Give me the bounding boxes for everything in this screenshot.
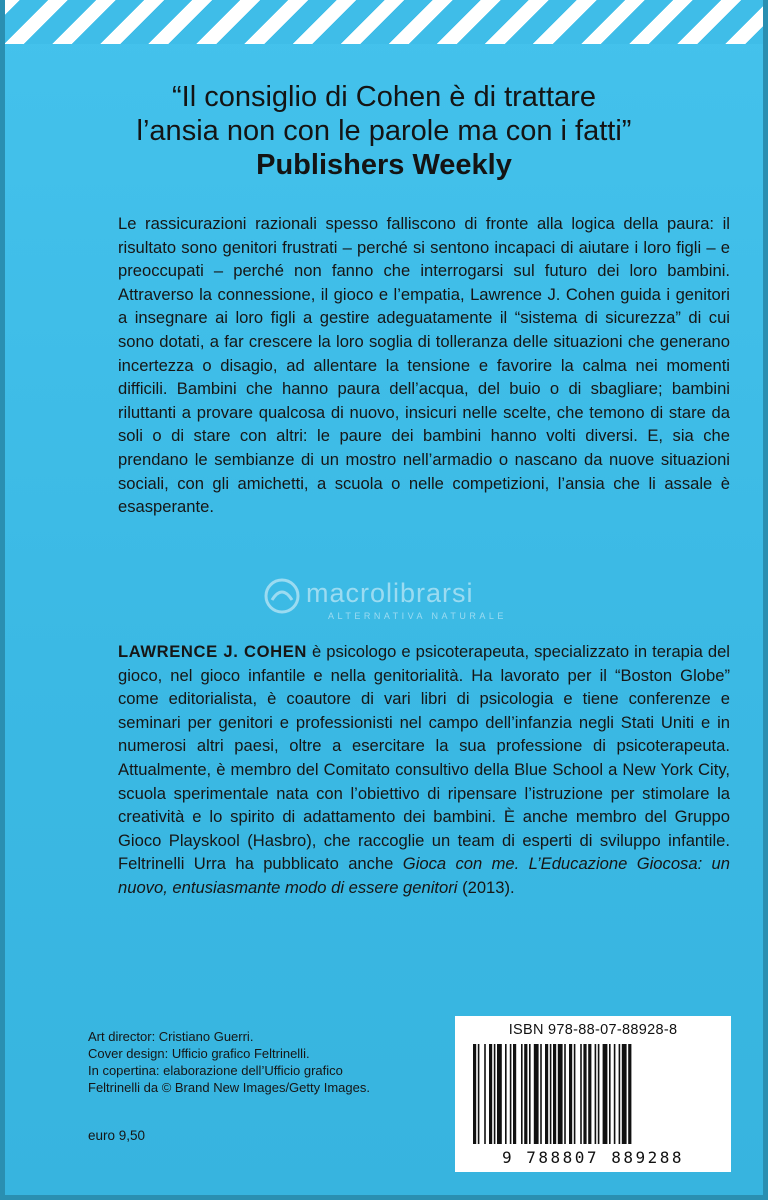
isbn-label: ISBN 978-88-07-88928-8 <box>508 1022 678 1038</box>
barcode-digits: 9 788807 889288 <box>502 1148 684 1167</box>
other-book-title: Gioca con me. L’Educazione Giocosa: un nuovo, entusiasmante modo di essere genitori <box>118 854 730 897</box>
credits <box>88 1028 468 1096</box>
credit-line: Cover design: Ufficio grafico Feltrinelli. <box>88 1046 310 1061</box>
barcode-box <box>455 1016 731 1172</box>
author-bio <box>118 640 730 900</box>
watermark-name: macrolibrarsi <box>306 578 474 608</box>
pull-quote <box>40 80 728 182</box>
credit-line: In copertina: elaborazione dell’Ufficio grafico <box>88 1063 343 1078</box>
price: euro 9,50 <box>88 1128 146 1143</box>
bio-text: è psicologo e psicoterapeuta, specializzato in terapia del gioco, nel gioco infantile e nella genitorialità. Ha lavorato per il “Boston Globe” come editorialista, è coautore di vari libri di psicologia e tiene conferenze e seminari per genitori e professionisti nel campo dell’infanzia negli Stati Uniti e in numerosi altri paesi, oltre a esercitare la sua professione di psicoterapeuta. Attualmente, è membro del Comitato consultivo della Blue School a New York City, scuola sperimentale nata con l’obiettivo di ripensare l’istruzione per stimolare la creatività e lo spirito di adattamento dei bambini. È anche membro del Gruppo Gioco Playskool (Hasbro), che raccoglie un team di esperti di sviluppo infantile. Feltrinelli Urra ha pubblicato anche <box>118 642 730 874</box>
quote-source: Publishers Weekly <box>256 149 512 181</box>
author-name: LAWRENCE J. COHEN <box>118 642 307 661</box>
credit-line: Art director: Cristiano Guerri. <box>88 1029 254 1044</box>
watermark-logo-icon <box>262 576 302 616</box>
bio-year: (2013). <box>457 877 515 897</box>
credit-line: Feltrinelli da © Brand New Images/Getty Images. <box>88 1080 370 1095</box>
watermark-tagline: ALTERNATIVA NATURALE <box>328 611 507 621</box>
striped-top-band <box>0 0 768 44</box>
barcode-icon <box>469 1044 717 1148</box>
book-description: Le rassicurazioni razionali spesso falliscono di fronte alla logica della paura: il risultato sono genitori frustrati – perché si sentono incapaci di aiutare i loro figli – e preoccupati – perché non fanno che interrogarsi sul futuro dei loro bambini. Attraverso la connessione, il gioco e l’empatia, Lawrence J. Cohen guida i genitori a insegnare ai loro figli a gestire adeguatamente il “sistema di sicurezza” di cui sono dotati, a far crescere la loro soglia di tolleranza delle situazioni che generano incertezza o disagio, ad allentare la tensione e favorire la calma nei momenti difficili. Bambini che hanno paura dell’acqua, del buio o di sbagliare; bambini riluttanti a provare qualcosa di nuovo, insicuri nelle scelte, che temono di stare da soli o di stare con altri: le paure dei bambini hanno volti diversi. E, sia che prendano le sembianze di un mostro nell’armadio o nascano da nuove situazioni sociali, con gli amichetti, a scuola o nelle competizioni, l’ansia che li assale è esasperante. <box>118 214 730 517</box>
quote-line-2: l’ansia non con le parole ma con i fatti” <box>136 115 632 147</box>
watermark <box>262 576 562 626</box>
quote-line-1: “Il consiglio di Cohen è di trattare <box>172 81 596 113</box>
